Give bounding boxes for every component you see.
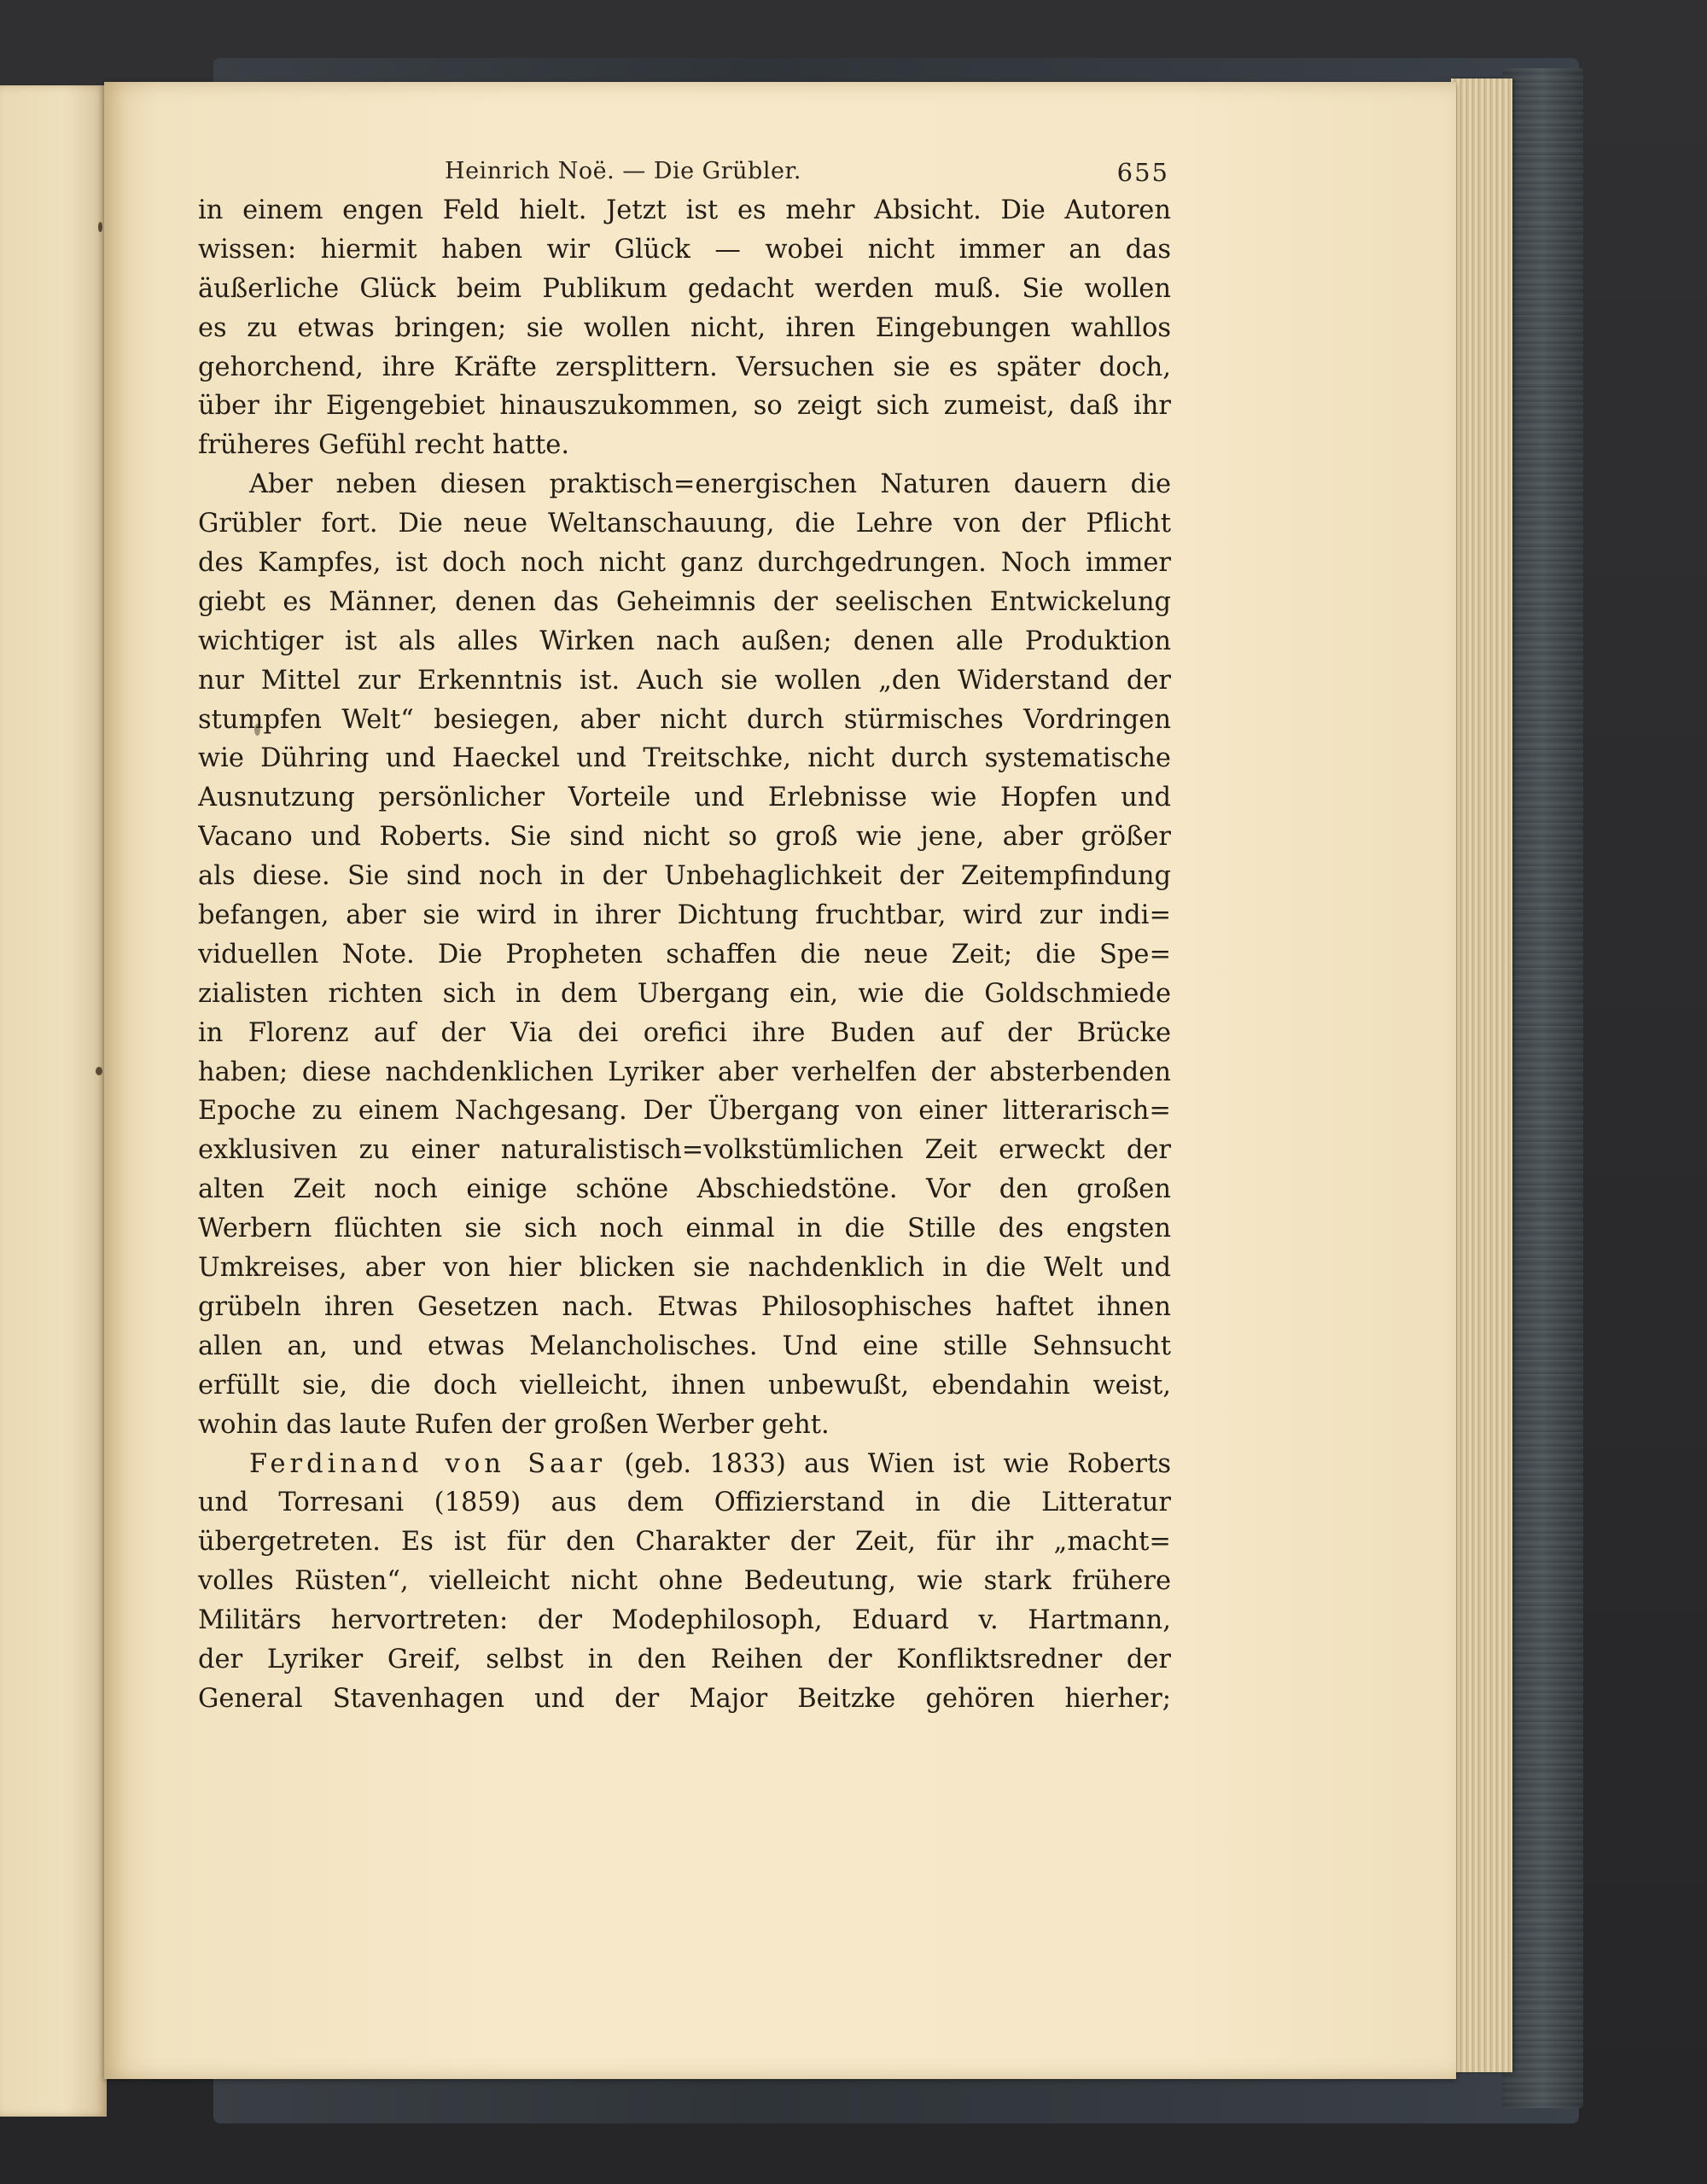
text-line: haben; diese nachdenklichen Lyriker aber verhelfen der absterbenden <box>198 1057 1171 1087</box>
text-fragment: aus Wien ist wie Roberts <box>804 1448 1171 1479</box>
margin-mark <box>98 222 102 232</box>
text-line: Umkreises, aber von hier blicken sie nachdenklich in die Welt und <box>198 1253 1171 1284</box>
text-line: Grübler fort. Die neue Weltanschauung, die Lehre von der Pflicht <box>198 509 1171 539</box>
text-line: allen an, und etwas Melancholisches. Und eine stille Sehnsucht <box>198 1331 1171 1361</box>
text-line: als diese. Sie sind noch in der Unbehaglichkeit der Zeitempfindung <box>198 861 1171 892</box>
text-line: erfüllt sie, die doch vielleicht, ihnen unbewußt, ebendahin weist, <box>198 1370 1171 1401</box>
paragraph-start-line: Aber neben diesen praktisch=energischen Naturen dauern die <box>249 469 1171 500</box>
text-line: alten Zeit noch einige schöne Abschiedstöne. Vor den großen <box>198 1174 1171 1205</box>
text-line: viduellen Note. Die Propheten schaffen die neue Zeit; die Spe= <box>198 939 1171 970</box>
text-line: des Kampfes, ist doch noch nicht ganz durchgedrungen. Noch immer <box>198 548 1171 579</box>
text-line: es zu etwas bringen; sie wollen nicht, ihren Eingebungen wahllos <box>198 312 1171 343</box>
text-line: Werbern flüchten sie sich noch einmal in die Stille des engsten <box>198 1214 1171 1244</box>
text-line: übergetreten. Es ist für den Charakter der Zeit, für ihr „macht= <box>198 1527 1171 1558</box>
left-facing-page <box>0 85 107 2117</box>
text-line: der Lyriker Greif, selbst in den Reihen der Konfliktsredner der <box>198 1644 1171 1674</box>
book-cover-edge <box>1502 68 1583 2108</box>
text-line: Militärs hervortreten: der Modephilosoph, Eduard v. Hartmann, <box>198 1605 1171 1636</box>
text-line: und Torresani (1859) aus dem Offizierstand in die Litteratur <box>198 1488 1171 1518</box>
text-line: Vacano und Roberts. Sie sind nicht so groß wie jene, aber größer <box>198 822 1171 853</box>
text-line: über ihr Eigengebiet hinauszukommen, so zeigt sich zumeist, daß ihr <box>198 391 1171 422</box>
text-line: volles Rüsten“, vielleicht nicht ohne Bedeutung, wie stark frühere <box>198 1566 1171 1597</box>
text-line: befangen, aber sie wird in ihrer Dichtung fruchtbar, wird zur indi= <box>198 900 1171 931</box>
page-edges <box>1451 79 1512 2072</box>
text-line: giebt es Männer, denen das Geheimnis der seelischen Entwickelung <box>198 586 1171 617</box>
body-text <box>198 191 1171 1719</box>
author-name-spaced: Ferdinand von Saar <box>249 1448 607 1479</box>
text-line: wissen: hiermit haben wir Glück — wobei nicht immer an das <box>198 234 1171 265</box>
text-line: in Florenz auf der Via dei orefici ihre Buden auf der Brücke <box>198 1017 1171 1048</box>
text-line: stumpfen Welt“ besiegen, aber nicht durch stürmisches Vordringen <box>198 704 1171 735</box>
paragraph-start-line <box>198 1445 1171 1484</box>
text-line: zialisten richten sich in dem Ubergang ein, wie die Goldschmiede <box>198 978 1171 1009</box>
text-line: wichtiger ist als alles Wirken nach außen; denen alle Produktion <box>198 626 1171 656</box>
text-line: General Stavenhagen und der Major Beitzke gehören hierher; <box>198 1683 1171 1714</box>
text-line: äußerliche Glück beim Publikum gedacht werden muß. Sie wollen <box>198 273 1171 304</box>
page-number: 655 <box>1116 158 1169 187</box>
text-line: grübeln ihren Gesetzen nach. Etwas Philosophisches haftet ihnen <box>198 1291 1171 1322</box>
running-title: Heinrich Noë. — Die Grübler. <box>445 158 801 184</box>
text-line: in einem engen Feld hielt. Jetzt ist es mehr Absicht. Die Autoren <box>198 195 1171 225</box>
text-line: früheres Gefühl recht hatte. <box>198 430 570 461</box>
margin-mark <box>96 1067 102 1075</box>
text-line: gehorchend, ihre Kräfte zersplittern. Versuchen sie es später doch, <box>198 352 1171 382</box>
text-line: wie Dühring und Haeckel und Treitschke, nicht durch systematische <box>198 743 1171 774</box>
text-line: exklusiven zu einer naturalistisch=volkstümlichen Zeit erweckt der <box>198 1135 1171 1166</box>
text-line: Ausnutzung persönlicher Vorteile und Erlebnisse wie Hopfen und <box>198 783 1171 813</box>
text-line: wohin das laute Rufen der großen Werber geht. <box>198 1409 830 1440</box>
author-dates: (geb. 1833) <box>624 1448 786 1479</box>
text-line: Epoche zu einem Nachgesang. Der Übergang von einer litterarisch= <box>198 1096 1171 1127</box>
text-line: nur Mittel zur Erkenntnis ist. Auch sie wollen „den Widerstand der <box>198 665 1171 696</box>
